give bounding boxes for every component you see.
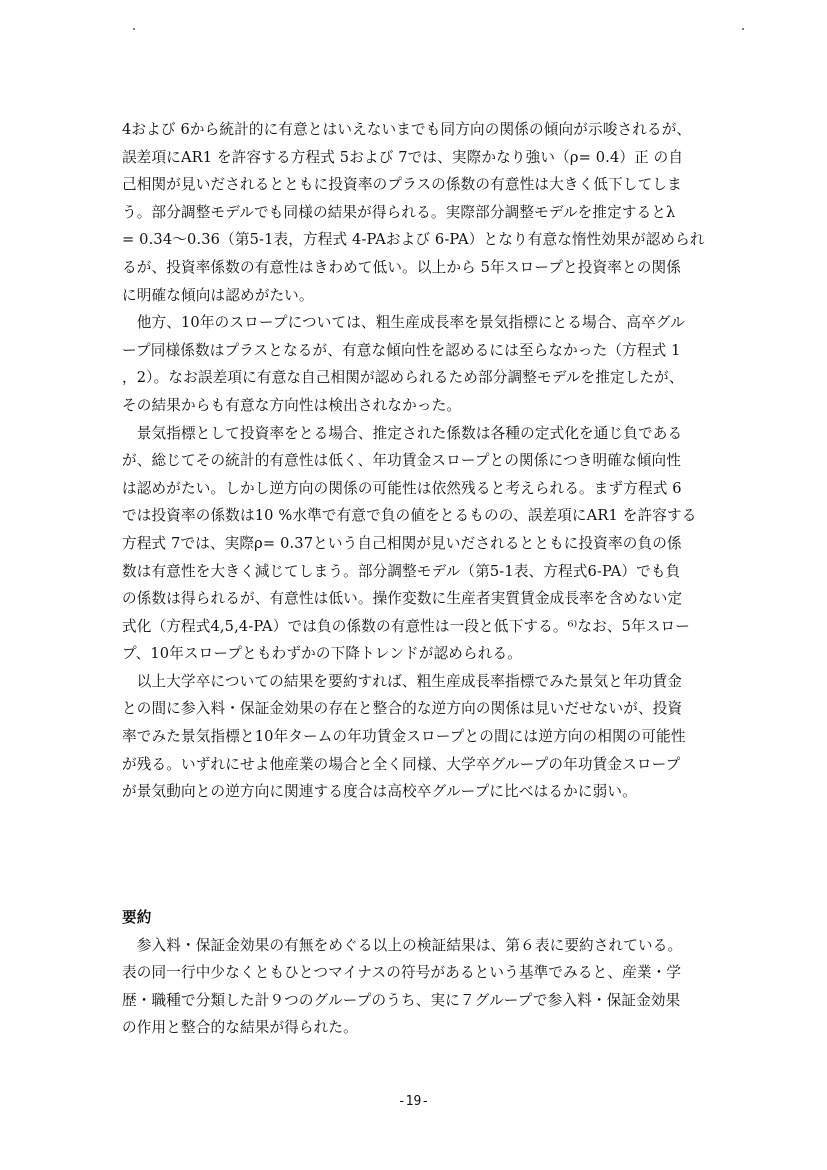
text-line: 誤差項にAR1 を許容する方程式 5および 7では、実際かなり強い（ρ= 0.4）正 の自 (122, 148, 684, 166)
page-number: -19- (397, 1094, 430, 1109)
text-line: 以上大学卒についての結果を要約すれば、粗生産成長率指標でみた景気と年功賃金 (122, 672, 682, 690)
text-line: う。部分調整モデルでも同様の結果が得られる。実際部分調整モデルを推定するとλ (122, 203, 676, 221)
text-line: 参入料・保証金効果の有無をめぐる以上の検証結果は、第６表に要約されている。 (122, 936, 683, 954)
text-line: 方程式 7では、実際ρ= 0.37という自己相関が見いだされるとともに投資率の負の係 (122, 534, 682, 552)
text-line: の係数は得られるが、有意性は低い。操作変数に生産者実質賃金成長率を含めない定 (122, 590, 683, 608)
text-line: 歴・職種で分類した計９つのグループのうち、実に７グループで参入料・保証金効果 (122, 991, 681, 1009)
text-line: 景気指標として投資率をとる場合、推定された係数は各種の定式化を通じ負である (122, 424, 683, 442)
section-heading: 要約 (122, 909, 152, 926)
text-line: 数は有意性を大きく減じてしまう。部分調整モデル（第5-1表、方程式6-PA）でも負 (122, 562, 681, 580)
text-line: るが、投資率係数の有意性はきわめて低い。以上から 5年スロープと投資率との関係 (122, 258, 682, 276)
text-line: では投資率の係数は10 %水準で有意で負の値をとるものの、誤差項にAR1 を許容する (122, 507, 697, 525)
text-line: 他方、10年のスロープについては、粗生産成長率を景気指標にとる場合、高卒グル (122, 314, 685, 332)
text-line: 式化（方程式4,5,4-PA）では負の係数の有意性は一段と低下する。⁶⁾なお、5年スロー (122, 617, 690, 635)
text-line: 率でみた景気指標と10年タームの年功賃金スロープとの間には逆方向の相関の可能性 (122, 728, 686, 746)
text-line: が残る。いずれにせよ他産業の場合と全く同様、大学卒グループの年功賃金スロープ (122, 755, 681, 773)
text-line: 4および 6から統計的に有意とはいえないまでも同方向の関係の傾向が示唆されるが、 (122, 121, 692, 138)
text-line: に明確な傾向は認めがたい。 (122, 286, 314, 304)
body-text (122, 116, 722, 806)
text-line: ープ同様係数はプラスとなるが、有意な傾向性を認めるには至らなかった（方程式 1 (122, 341, 681, 359)
text-line: = 0.34～0.36（第5-1表，方程式 4-PAおよび 6-PA）となり有意な惰性効果が認められ (122, 231, 705, 249)
scan-speck (133, 28, 135, 30)
text-line: が景気動向との逆方向に関連する度合は高校卒グループに比べはるかに弱い。 (122, 783, 637, 801)
text-line: 己相関が見いだされるとともに投資率のプラスの係数の有意性は大きく低下してしま (122, 176, 682, 194)
text-line: その結果からも有意な方向性は検出されなかった。 (122, 396, 462, 414)
text-line: が、総じてその統計的有意性は低く、年功賃金スロープとの関係につき明確な傾向性 (122, 452, 681, 470)
text-line: との間に参入料・保証金効果の存在と整合的な逆方向の関係は見いだせないが、投資 (122, 700, 683, 718)
scan-speck (742, 28, 744, 30)
text-line: プ、10年スロープともわずかの下降トレンドが認められる。 (122, 645, 522, 663)
text-line: 表の同一行中少なくともひとつマイナスの符号があるという基準でみると、産業・学 (122, 964, 682, 982)
text-line: は認めがたい。しかし逆方向の関係の可能性は依然残ると考えられる。まず方程式 6 (122, 479, 682, 497)
text-line: の作用と整合的な結果が得られた。 (122, 1019, 358, 1037)
text-line: ，2）。なお誤差項に有意な自己相関が認められるため部分調整モデルを推定したが、 (122, 369, 684, 387)
summary-section (122, 904, 722, 1042)
